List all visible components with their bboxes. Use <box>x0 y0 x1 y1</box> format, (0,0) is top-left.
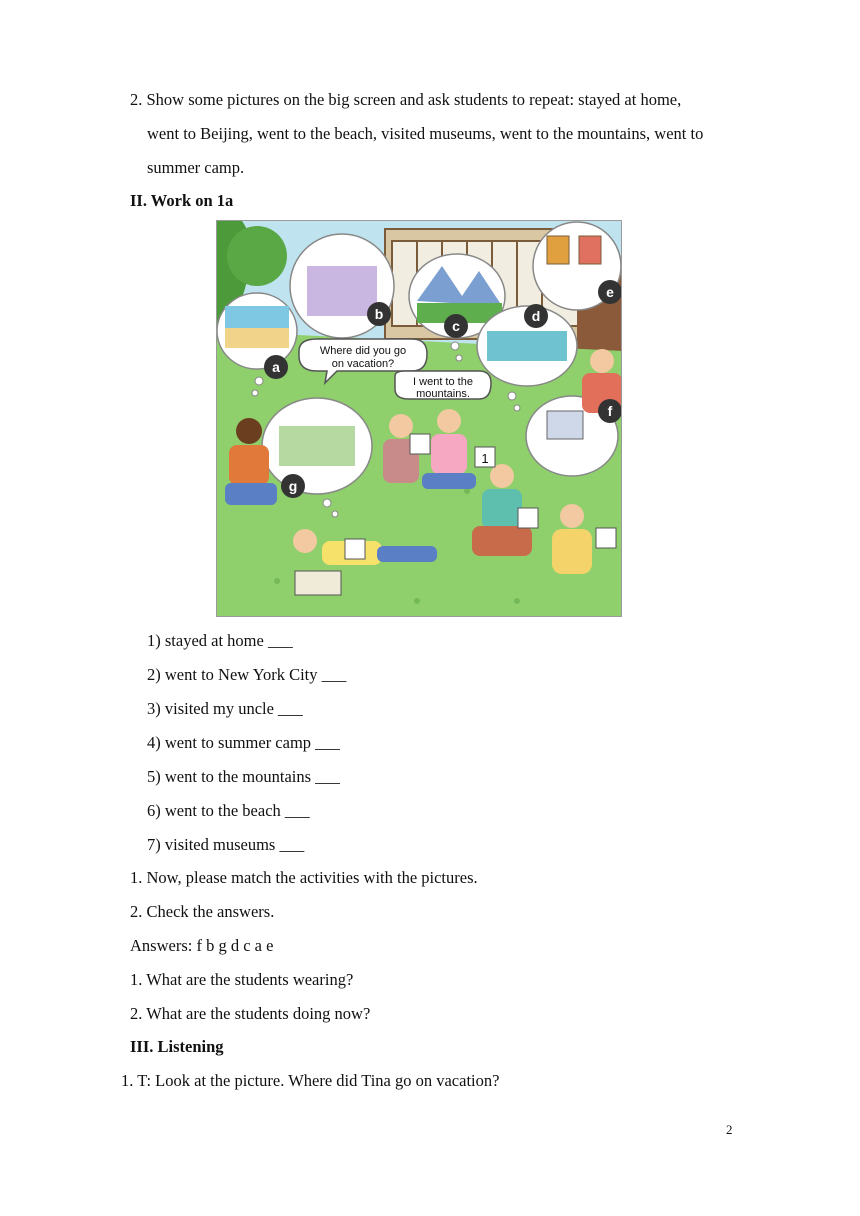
scene-label-b: b <box>374 306 384 322</box>
scene-label-a: a <box>272 359 280 375</box>
intro-item2-line2: went to Beijing, went to the beach, visited museums, went to the mountains, went to <box>147 124 704 143</box>
answers-line: Answers: f b g d c a e <box>130 936 274 955</box>
section3-heading: III. Listening <box>130 1037 224 1056</box>
answer-box <box>596 528 616 548</box>
activity-item-1: 1) stayed at home ___ <box>147 631 293 650</box>
speech-question-line2: on vacation? <box>331 358 395 370</box>
page-number: 2 <box>726 1122 733 1137</box>
section3-item1: 1. T: Look at the picture. Where did Tina go on vacation? <box>121 1071 500 1090</box>
scene-label-d: d <box>531 308 541 324</box>
speech-question-line1: Where did you go <box>319 345 407 357</box>
speech-answer-line1: I went to the <box>413 376 473 388</box>
activity-item-7: 7) visited museums ___ <box>147 835 305 854</box>
answer-box <box>518 508 538 528</box>
question-2: 2. What are the students doing now? <box>130 1004 371 1023</box>
intro-item2-line1: 2. Show some pictures on the big screen and ask students to repeat: stayed at home, <box>130 90 682 109</box>
step-1: 1. Now, please match the activities with the pictures. <box>130 868 478 887</box>
intro-item2-line3: summer camp. <box>147 158 245 177</box>
activity-item-4: 4) went to summer camp ___ <box>147 733 340 752</box>
activity-item-6: 6) went to the beach ___ <box>147 801 310 820</box>
answer-box <box>410 434 430 454</box>
activity-item-5: 5) went to the mountains ___ <box>147 767 340 786</box>
section2-heading: II. Work on 1a <box>130 191 234 210</box>
scene-label-f: f <box>607 403 613 419</box>
step-2: 2. Check the answers. <box>130 902 275 921</box>
activity-item-3: 3) visited my uncle ___ <box>147 699 303 718</box>
scene-label-c: c <box>452 318 460 334</box>
answer-box <box>345 539 365 559</box>
vacation-scene-illustration <box>216 220 622 617</box>
scene-label-g: g <box>288 478 298 494</box>
question-1: 1. What are the students wearing? <box>130 970 354 989</box>
scene-label-e: e <box>606 284 614 300</box>
speech-answer-line2: mountains. <box>416 388 470 400</box>
answer-box-number: 1 <box>481 451 489 466</box>
activity-item-2: 2) went to New York City ___ <box>147 665 347 684</box>
